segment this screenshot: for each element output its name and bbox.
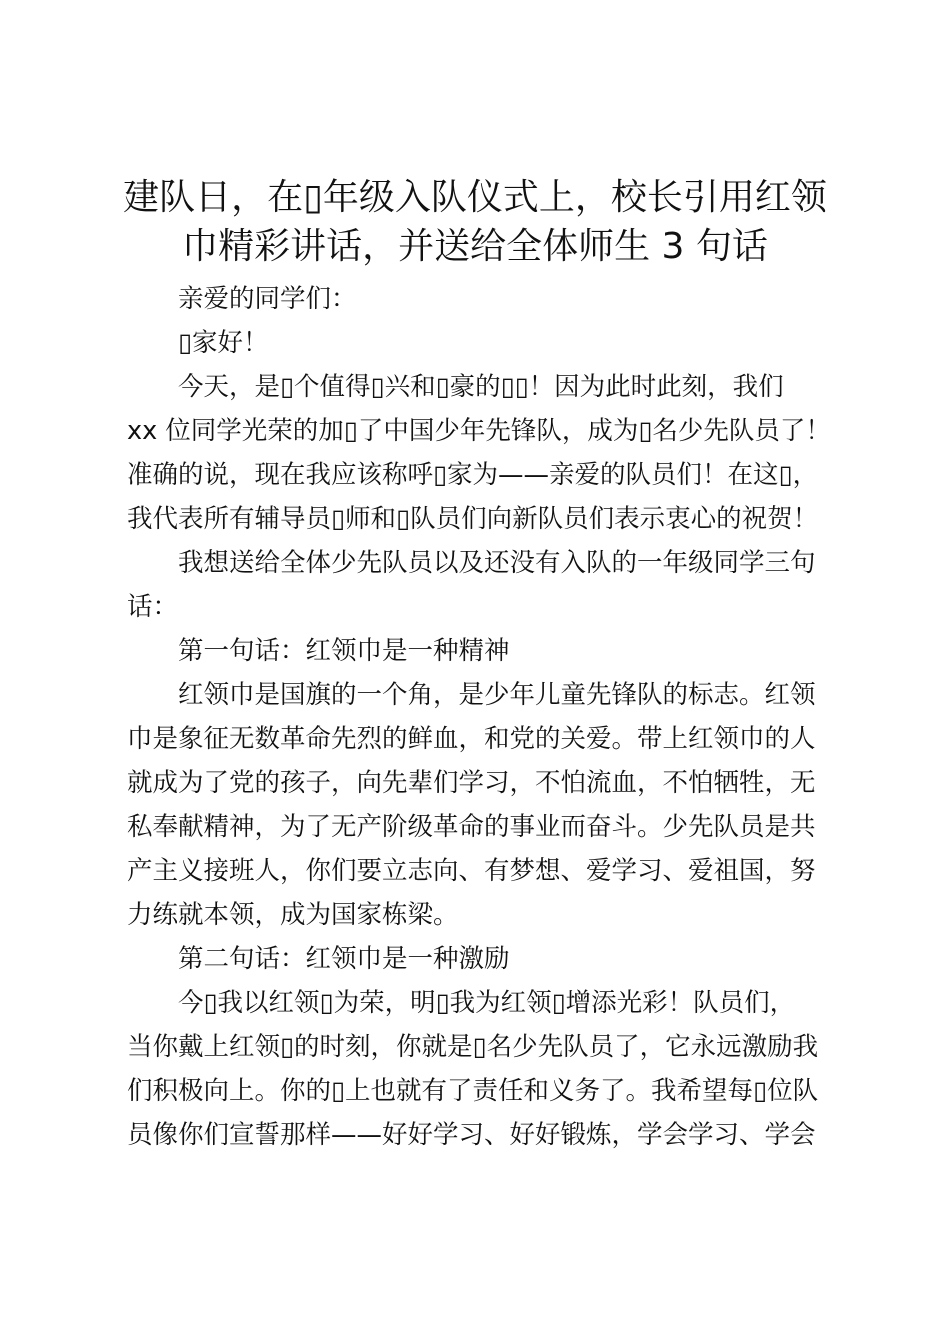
paragraph-line: 们积极向上。你的▯上也就有了责任和义务了。我希望每▯位队 [127,1076,819,1106]
paragraph-line: 红领巾是国旗的一个角，是少年儿童先锋队的标志。红领 [178,680,816,710]
document-title-line-1: 建队日，在▯年级入队仪式上，校长引用红领 [123,177,827,218]
paragraph-line: 准确的说，现在我应该称呼▯家为——亲爱的队员们！在这▯， [127,460,819,490]
paragraph-line: 员像你们宣誓那样——好好学习、好好锻炼，学会学习、学会 [127,1120,816,1150]
paragraph-line: 今▯我以红领▯为荣，明▯我为红领▯增添光彩！队员们， [178,988,796,1018]
paragraph-line: 产主义接班人，你们要立志向、有梦想、爱学习、爱祖国，努 [127,856,816,886]
document-title-line-2: 巾精彩讲话，并送给全体师生 3 句话 [182,226,768,267]
greeting-line: ▯家好！ [178,328,269,358]
paragraph-line: 巾是象征无数革命先烈的鲜血，和党的关爱。带上红领巾的人 [127,724,816,754]
salutation-line: 亲爱的同学们： [178,284,357,314]
paragraph-line: 私奉献精神，为了无产阶级革命的事业而奋斗。少先队员是共 [127,812,816,842]
paragraph-line: 今天，是▯个值得▯兴和▯豪的▯▯！因为此时此刻，我们 [178,372,784,402]
paragraph-line: 我代表所有辅导员▯师和▯队员们向新队员们表示衷心的祝贺！ [127,504,819,534]
paragraph-line: 当你戴上红领▯的时刻，你就是▯名少先队员了，它永远激励我 [127,1032,819,1062]
paragraph-line: 就成为了党的孩子，向先辈们学习，不怕流血，不怕牺牲，无 [127,768,816,798]
paragraph-line: xx 位同学光荣的加▯了中国少年先锋队，成为▯名少先队员了！ [127,416,831,446]
paragraph-line: 我想送给全体少先队员以及还没有入队的一年级同学三句 [178,548,816,578]
section-heading-1: 第一句话：红领巾是一种精神 [178,636,510,666]
paragraph-line: 话： [127,592,179,622]
section-heading-2: 第二句话：红领巾是一种激励 [178,944,510,974]
paragraph-line: 力练就本领，成为国家栋梁。 [127,900,459,930]
